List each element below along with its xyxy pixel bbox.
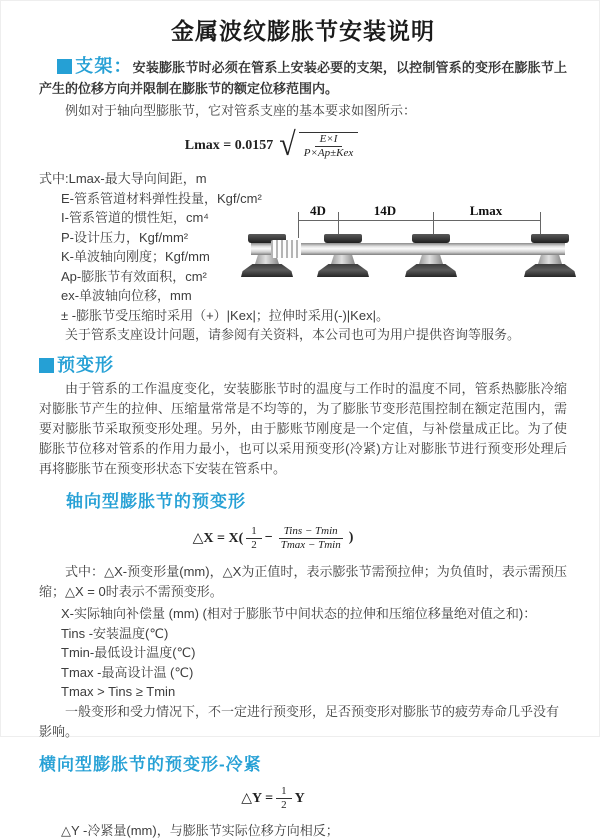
formula-lhs: △X = X( — [193, 530, 244, 547]
formula-fraction — [299, 132, 359, 160]
pipe-clamp — [412, 234, 450, 243]
formula-lhs: Lmax = 0.0157 — [185, 138, 273, 154]
definition-item: Ap-膨胀节有效面积，cm² — [39, 267, 567, 287]
dim-label-lmax: Lmax — [461, 203, 511, 219]
preform-section-header: 预变形 — [57, 355, 114, 375]
fraction-numerator: Tins − Tmin — [279, 525, 343, 539]
axial-formula — [39, 518, 507, 558]
definition-item: ex-单波轴向位移，mm — [39, 286, 567, 306]
sqrt-icon: √ — [279, 129, 295, 162]
definition-item: ± -膨胀节受压缩时采用（+）|Kex|；拉伸时采用(-)|Kex|。 — [39, 306, 567, 326]
blue-square-icon — [39, 358, 54, 373]
axial-definition-item: Tins -安装温度(℃) — [39, 624, 567, 644]
support-base — [405, 264, 457, 277]
lmax-formula — [39, 127, 507, 165]
axial-definition-item: X-实际轴向补偿量 (mm) (相对于膨胀节中间状态的拉伸和压缩位移量绝对值之和)： — [39, 604, 567, 624]
lateral-note: △Y -冷紧量(mm)，与膨胀节实际位移方向相反； — [39, 821, 567, 840]
fraction-denominator: Tmax − Tmin — [276, 539, 346, 552]
lateral-formula — [39, 781, 507, 817]
fraction-numerator: E×I — [315, 133, 343, 147]
dimension-tick — [338, 212, 339, 236]
fraction-denominator: 2 — [246, 539, 262, 552]
support-section-intro — [39, 56, 567, 99]
temperature-fraction — [276, 525, 346, 552]
support-intro-text: 安装膨胀节时必须在管系上安装必要的支架，以控制管系的变形在膨胀节上产生的位移方向并限制在膨胀节的额定位移范围内。 — [39, 60, 567, 96]
half-fraction — [246, 525, 262, 552]
minus-sign: − — [265, 530, 273, 546]
support-example-line: 例如对于轴向型膨胀节，它对管系支座的基本要求如图所示： — [39, 101, 567, 121]
half-fraction — [276, 785, 292, 812]
axial-definition-item: Tmin-最低设计温度(℃) — [39, 643, 567, 663]
fraction-numerator: 1 — [276, 785, 292, 799]
definition-item: P-设计压力，Kgf/mm² — [39, 228, 567, 248]
fraction-denominator: 2 — [276, 799, 292, 812]
blue-square-icon — [57, 59, 72, 74]
pipe-clamp — [531, 234, 569, 243]
axial-note: 一般变形和受力情况下，不一定进行预变形，足否预变形对膨胀节的疲劳寿命几乎没有影响。 — [39, 702, 567, 742]
definition-item: K-单波轴向刚度；Kgf/mm — [39, 247, 567, 267]
page-title: 金属波纹膨胀节安装说明 — [39, 13, 567, 46]
fraction-numerator: 1 — [246, 525, 262, 539]
support-neck — [538, 255, 562, 264]
dimension-line — [298, 220, 540, 221]
support-base — [317, 264, 369, 277]
support-note: 关于管系支座设计问题，请参阅有关资料，本公司也可为用户提供咨询等服务。 — [39, 325, 567, 345]
preform-section-header-row — [39, 351, 567, 377]
definition-item: I-管系管道的惯性矩，cm⁴ — [39, 208, 567, 228]
pipe-support-diagram — [251, 203, 571, 291]
dimension-tick — [433, 212, 434, 236]
support-base — [524, 264, 576, 277]
axial-definition-item: Tmax > Tins ≥ Tmin — [39, 682, 567, 702]
axial-definition-item: Tmax -最高设计温 (℃) — [39, 663, 567, 683]
definition-item: 式中:Lmax-最大导向间距，m — [39, 169, 567, 189]
preform-body-text: 由于管系的工作温度变化，安装膨胀节时的温度与工作时的温度不同，管系热膨胀冷缩对膨胀节产生的拉伸、压缩量常常是不均等的，为了膨胀节变形范围控制在额定范围内，需要对膨胀节采取预变形处理。另外，由于膨账节刚度是一个定值，与补偿量成正比。为了使膨胀节位移对管系的作用力最小，也可以采用预变形(冷紧)方让对膨胀节进行预变形处理后再将膨胀节在预变形状态下安装在管系中。 — [39, 379, 567, 479]
axial-explain: 式中：△X-预变形量(mm)，△X为正值时，表示膨张节需预拉伸；为负值时，表示需预压缩；△X = 0时表示不需预变形。 — [39, 562, 567, 602]
close-paren: ) — [349, 530, 354, 546]
support-section-header: 支架： — [75, 56, 133, 76]
support-neck — [419, 255, 443, 264]
definitions-and-diagram — [39, 169, 567, 325]
dimension-tick — [298, 212, 299, 238]
axial-heading: 轴向型膨胀节的预变形 — [66, 487, 567, 512]
pipe-support — [522, 234, 578, 284]
definition-item: E-管系管道材料弹性投量，Kgf/cm² — [39, 189, 567, 209]
lateral-heading: 横向型膨胀节的预变形-冷紧 — [39, 750, 567, 775]
support-base — [241, 264, 293, 277]
formula-rhs: Y — [295, 791, 305, 807]
pipe-support — [315, 234, 371, 284]
dim-label-14d: 14D — [365, 203, 405, 219]
support-neck — [331, 255, 355, 264]
pipe-support — [403, 234, 459, 284]
dim-label-4d: 4D — [304, 203, 332, 219]
fraction-denominator: P×Ap±Kex — [299, 147, 359, 160]
pipe-clamp — [324, 234, 362, 243]
bellows-section — [271, 240, 301, 258]
formula-lhs: △Y = — [241, 790, 273, 807]
